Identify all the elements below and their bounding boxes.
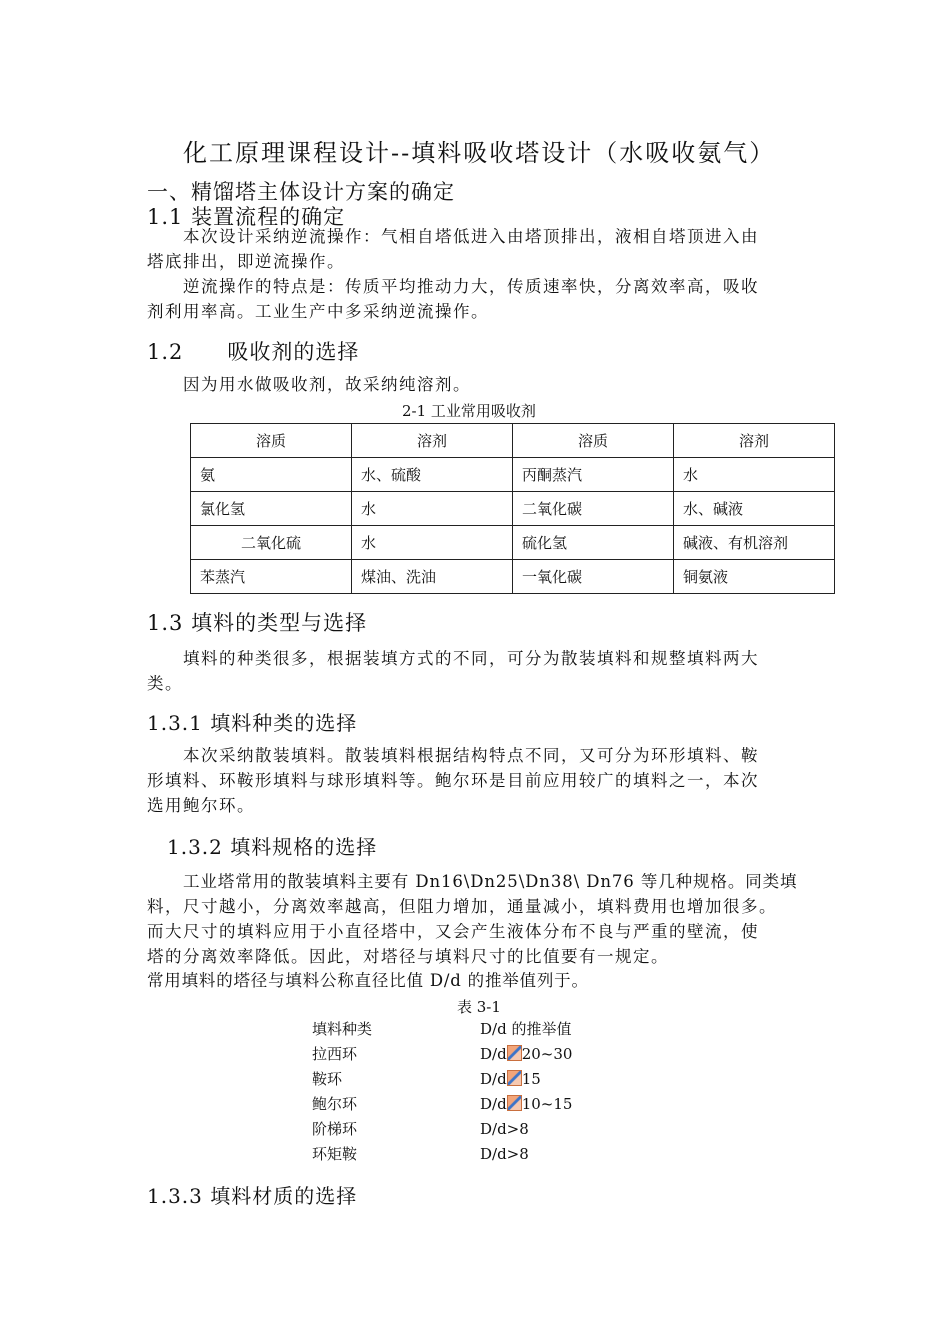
table-cell: 水、硫酸: [352, 458, 513, 492]
packing-name: 拉西环: [312, 1045, 358, 1063]
paragraph-line: 选用鲍尔环。: [147, 796, 255, 815]
table-header-cell: 溶质: [513, 424, 674, 458]
table-cell: 水: [352, 526, 513, 560]
subsection-heading-1-2: 1.2 吸收剂的选择: [147, 340, 360, 364]
table-cell: 苯蒸汽: [191, 560, 352, 594]
table-header-cell: 溶剂: [352, 424, 513, 458]
table-header-cell: 溶质: [191, 424, 352, 458]
table-caption: 2-1 工业常用吸收剂: [402, 402, 536, 420]
ratio-value: [480, 1092, 572, 1117]
table-row: [191, 560, 835, 594]
ratio-number: 10~15: [521, 1095, 573, 1113]
paragraph-line: 料，尺寸越小，分离效率越高，但阻力增加，通量减小，填料费用也增加很多。: [147, 897, 777, 916]
table-header-cell: 溶剂: [674, 424, 835, 458]
absorbent-table: [190, 423, 835, 594]
table-cell: 铜氨液: [674, 560, 835, 594]
ratio-number: 20~30: [521, 1045, 573, 1063]
packing-name: 环矩鞍: [312, 1145, 358, 1163]
paragraph-line: 本次采纳散装填料。散装填料根据结构特点不同，又可分为环形填料、鞍: [183, 746, 759, 765]
paragraph-line: 本次设计采纳逆流操作：气相自塔低进入由塔顶排出，液相自塔顶进入由: [183, 227, 759, 246]
paragraph-line: 常用填料的塔径与填料公称直径比值 D/d 的推举值列于。: [147, 971, 589, 990]
table-cell: 硫化氢: [513, 526, 674, 560]
table-cell: 碱液、有机溶剂: [674, 526, 835, 560]
table-cell: 丙酮蒸汽: [513, 458, 674, 492]
paragraph-line: 类。: [147, 674, 183, 693]
paragraph-line: 工业塔常用的散装填料主要有 Dn16\Dn25\Dn38\ Dn76 等几种规格。同类填: [183, 872, 798, 891]
section-heading: 一、精馏塔主体设计方案的确定: [147, 180, 455, 204]
paragraph-line: 逆流操作的特点是：传质平均推动力大，传质速率快，分离效率高，吸收: [183, 277, 759, 296]
subsection-heading-1-3-1: 1.3.1 填料种类的选择: [147, 711, 358, 735]
packing-name: 阶梯环: [312, 1120, 358, 1138]
table-cell: 二氧化硫: [191, 526, 352, 560]
broken-symbol-icon: [507, 1045, 522, 1061]
table-row: [191, 526, 835, 560]
page-title: 化工原理课程设计--填料吸收塔设计（水吸收氨气）: [183, 139, 776, 167]
ratio-prefix: D/d: [480, 1070, 507, 1088]
table-cell: 水: [674, 458, 835, 492]
broken-symbol-icon: [507, 1070, 522, 1086]
paragraph-line: 形填料、环鞍形填料与球形填料等。鲍尔环是目前应用较广的填料之一，本次: [147, 771, 759, 790]
ratio-number: 15: [521, 1070, 541, 1088]
paragraph-line: 填料的种类很多，根据装填方式的不同，可分为散装填料和规整填料两大: [183, 649, 759, 668]
packing-name: 鲍尔环: [312, 1095, 358, 1113]
subsection-heading-1-3-2: 1.3.2 填料规格的选择: [167, 835, 378, 859]
ratio-prefix: D/d: [480, 1045, 507, 1063]
table-cell: 一氧化碳: [513, 560, 674, 594]
paragraph-line: 而大尺寸的填料应用于小直径塔中，又会产生液体分布不良与严重的壁流，使: [147, 922, 759, 941]
ratio-value: D/d>8: [480, 1120, 529, 1138]
broken-symbol-icon: [507, 1095, 522, 1111]
packing-name: 鞍环: [312, 1070, 343, 1088]
paragraph-line: 塔底排出，即逆流操作。: [147, 252, 345, 271]
table-caption: 表 3-1: [457, 998, 501, 1016]
table-header-row: [191, 424, 835, 458]
paragraph-line: 因为用水做吸收剂，故采纳纯溶剂。: [183, 375, 471, 394]
ratio-value: [480, 1042, 572, 1067]
table-cell: 氨: [191, 458, 352, 492]
table-cell: 水、碱液: [674, 492, 835, 526]
table-row: [191, 492, 835, 526]
subsection-heading-1-3-3: 1.3.3 填料材质的选择: [147, 1184, 358, 1208]
subsection-heading-1-1: 1.1 装置流程的确定: [147, 205, 346, 229]
paragraph-line: 塔的分离效率降低。因此，对塔径与填料尺寸的比值要有一规定。: [147, 947, 669, 966]
ratio-value: [480, 1067, 541, 1092]
table-cell: 水: [352, 492, 513, 526]
table-header-cell: D/d 的推举值: [480, 1020, 572, 1038]
ratio-prefix: D/d: [480, 1095, 507, 1113]
table-cell: 煤油、洗油: [352, 560, 513, 594]
ratio-value: D/d>8: [480, 1145, 529, 1163]
table-cell: 氯化氢: [191, 492, 352, 526]
subsection-heading-1-3: 1.3 填料的类型与选择: [147, 611, 368, 635]
paragraph-line: 剂利用率高。工业生产中多采纳逆流操作。: [147, 302, 489, 321]
table-row: [191, 458, 835, 492]
table-header-cell: 填料种类: [312, 1020, 373, 1038]
table-cell: 二氧化碳: [513, 492, 674, 526]
